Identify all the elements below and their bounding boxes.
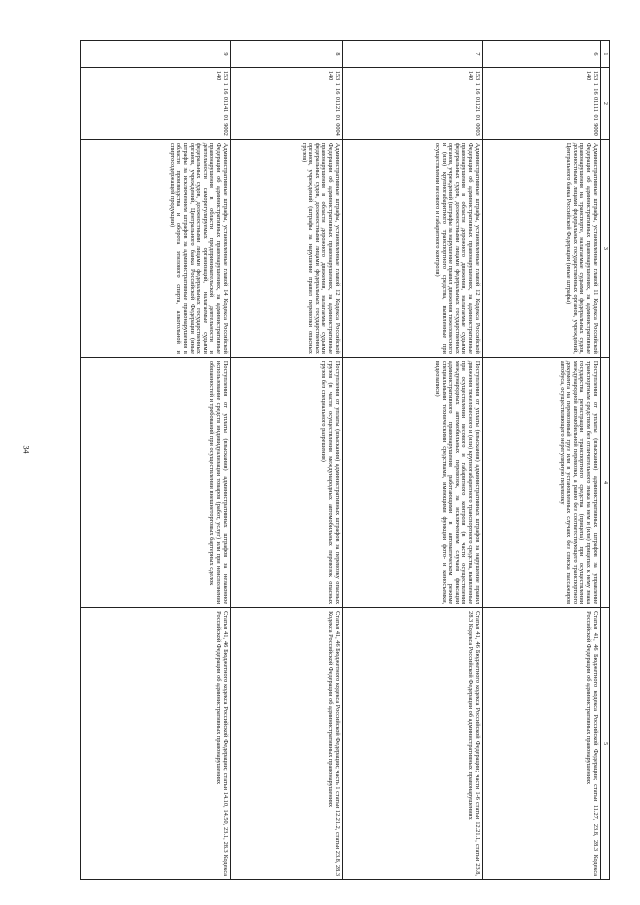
- header-row: [600, 41, 609, 880]
- row-number: 8: [230, 41, 342, 68]
- income-description: Поступления от уплаты (взыскания) административных штрафов за незаконное использование средств индивидуализации товаров (работ, услуг) или при неисполнении обязанностей и требований при осуществлении внешнеторговых бартерных сделок: [80, 357, 230, 607]
- row-number: 7: [342, 41, 482, 68]
- document-sheet: [40, 40, 610, 880]
- income-name: Административные штрафы, установленные главой 12 Кодекса Российской Федерации об административных правонарушениях, за административные правонарушения в области дорожного движения, налагаемые судьями федеральных судов, должностными лицами федеральных государственных органов, учреждений (штрафы за нарушение правил движения тяжеловесного и (или) крупногабаритного транспортного средства, выявленные при осуществлении весового и габаритного контроля): [342, 139, 482, 357]
- table-row: [482, 41, 600, 880]
- page-number: 34: [21, 445, 31, 454]
- header-cell: 4: [600, 357, 609, 607]
- kbk-code: 153 1 16 01111 01 9000 140: [482, 67, 600, 139]
- header-cell: 2: [600, 67, 609, 139]
- kbk-code: 153 1 16 01121 01 0003 140: [342, 67, 482, 139]
- legal-basis: Статья 41, 46 Бюджетного кодекса Российской Федерации; статьи 14.10, 14.50, 23.1, 28.3 Кодекса Российской Федерации об административных правонарушениях: [80, 608, 230, 880]
- income-name: Административные штрафы, установленные главой 11 Кодекса Российской Федерации об административных правонарушениях, за административные правонарушения на транспорте, налагаемые судьями федеральных судов, должностными лицами федеральных государственных органов, учреждений, Центрального банка Российской Федерации (иные штрафы): [482, 139, 600, 357]
- row-number: 9: [80, 41, 230, 68]
- income-name: Административные штрафы, установленные главой 14 Кодекса Российской Федерации об административных правонарушениях, за административные правонарушения в области предпринимательской деятельности и деятельности саморегулируемых организаций, налагаемые судьями федеральных судов, должностными лицами федеральных государственных органов, учреждений, Центрального банка Российской Федерации (иные штрафы за исключением штрафов за административные правонарушения в области производства и оборота этилового спирта, алкогольной и спиртосодержащей продукции): [80, 139, 230, 357]
- header-cell: 1: [600, 41, 609, 68]
- income-description: Поступления от уплаты (взыскания) административных штрафов за нарушение правил движения тяжеловесного и (или) крупногабаритного транспортного средства, выявленные при осуществлении весового и габаритного контроля (в части осуществления международных автомобильных перевозок, за исключением случаев фиксации административного правонарушения работающими в автоматическом режиме специальными техническими средствами, имеющими функции фото- и киносъемки, видеозаписи): [342, 357, 482, 607]
- kbk-code: 153 1 16 01141 01 9002 140: [80, 67, 230, 139]
- kbk-code: 153 1 16 01121 01 0004 140: [230, 67, 342, 139]
- table-row: [230, 41, 342, 880]
- legal-basis: Статья 41, 46 Бюджетного кодекса Российской Федерации; статьи 11.27, 23.8, 28.3 Кодекса Российской Федерации об административных правонарушениях: [482, 608, 600, 880]
- legal-basis: Статья 41, 46 Бюджетного кодекса Российской Федерации; часть 1 статьи 12.21.2, статьи 23.8, 28.3 Кодекса Российской Федерации об административных правонарушениях: [230, 608, 342, 880]
- revenue-table: [80, 40, 610, 880]
- income-name: Административные штрафы, установленные главой 12 Кодекса Российской Федерации об административных правонарушениях, за административные правонарушения в области дорожного движения, налагаемые судьями федеральных судов, должностными лицами федеральных государственных органов, учреждений (штрафы за нарушение правил перевозки опасных грузов): [230, 139, 342, 357]
- header-cell: 5: [600, 608, 609, 880]
- header-cell: 3: [600, 139, 609, 357]
- rotated-content: [40, 40, 610, 880]
- table-row: [342, 41, 482, 880]
- table-row: [80, 41, 230, 880]
- row-number: 6: [482, 41, 600, 68]
- legal-basis: Статья 41, 46 Бюджетного кодекса Российской Федерации; части 1-6 статьи 12.21.1, статьи 23.8, 28.3 Кодекса Российской Федерации об административных правонарушениях: [342, 608, 482, 880]
- income-description: Поступления от уплаты (взыскания) административных штрафов за перевозку опасных грузов (в части осуществления международных автомобильных перевозок опасных грузов без специального разрешения): [230, 357, 342, 607]
- income-description: Поступления от уплаты (взыскания) административных штрафов за управление транспортным средством без отличительного знака на нем и (или) прицепах к нему знака государства регистрации транспортного средства (прицепа) при осуществлении международной автомобильной перевозки, а равно без соответствующего транспортного документа на перевозимый груз или в установленных случаях без списка пассажиров автобуса, осуществляющего нерегулярную перевозку: [482, 357, 600, 607]
